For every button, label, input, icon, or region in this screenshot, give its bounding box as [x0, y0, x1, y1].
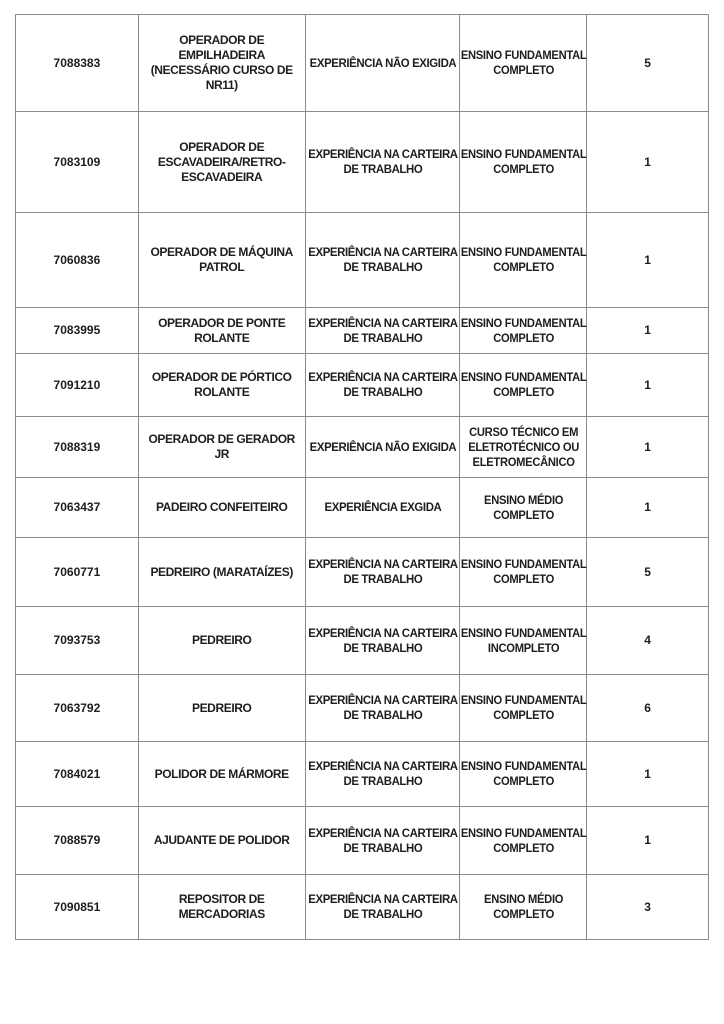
openings-count: 1	[644, 439, 651, 454]
vacancy-code: 7088383	[53, 55, 101, 70]
job-title-cell	[139, 742, 306, 807]
openings-count: 1	[644, 377, 651, 392]
job-title: OPERADOR DE GERADOR JR	[148, 432, 295, 461]
job-title-cell	[139, 807, 306, 875]
vacancy-code: 7093753	[53, 633, 101, 647]
openings-count: 3	[644, 899, 651, 914]
education-requirement: ENSINO FUNDAMENTAL COMPLETO	[460, 245, 587, 274]
education-requirement: CURSO TÉCNICO EM ELETROTÉCNICO OU ELETROMECÂNICO	[467, 424, 579, 469]
openings-count: 1	[644, 323, 651, 337]
openings-count: 5	[644, 55, 651, 70]
experience-requirement: EXPERIÊNCIA NA CARTEIRA DE TRABALHO	[307, 625, 458, 655]
job-title: OPERADOR DE ESCAVADEIRA/RETRO-ESCAVADEIRA	[157, 139, 286, 184]
openings-count: 4	[644, 633, 651, 647]
job-title: PEDREIRO	[191, 700, 252, 715]
vacancy-code-cell	[16, 742, 139, 807]
experience-requirement-cell	[306, 538, 461, 607]
job-title-cell	[139, 675, 306, 742]
education-requirement-cell	[460, 308, 587, 354]
education-requirement: ENSINO FUNDAMENTAL COMPLETO	[460, 147, 587, 176]
experience-requirement: EXPERIÊNCIA NÃO EXIGIDA	[309, 439, 456, 454]
education-requirement: ENSINO FUNDAMENTAL COMPLETO	[460, 693, 587, 722]
job-title-cell	[139, 213, 306, 308]
job-vacancies-table	[15, 14, 709, 940]
openings-count-cell	[587, 538, 709, 607]
job-title: OPERADOR DE PONTE ROLANTE	[158, 315, 286, 345]
vacancy-code: 7088579	[53, 833, 101, 847]
table-row	[16, 15, 709, 112]
openings-count: 1	[644, 252, 651, 267]
job-title-cell	[139, 607, 306, 675]
openings-count: 6	[644, 700, 651, 715]
experience-requirement-cell	[306, 354, 461, 417]
vacancy-code: 7088319	[53, 439, 101, 454]
education-requirement: ENSINO FUNDAMENTAL COMPLETO	[460, 370, 587, 399]
experience-requirement-cell	[306, 15, 461, 112]
experience-requirement: EXPERIÊNCIA NA CARTEIRA DE TRABALHO	[307, 147, 458, 176]
openings-count-cell	[587, 875, 709, 940]
experience-requirement: EXPERIÊNCIA NA CARTEIRA DE TRABALHO	[307, 315, 458, 345]
openings-count-cell	[587, 15, 709, 112]
job-title: REPOSITOR DE MERCADORIAS	[178, 892, 265, 921]
table-row	[16, 478, 709, 538]
openings-count: 5	[644, 564, 651, 579]
vacancy-code: 7060836	[53, 252, 101, 267]
table-row	[16, 112, 709, 213]
table-row	[16, 417, 709, 478]
experience-requirement: EXPERIÊNCIA NA CARTEIRA DE TRABALHO	[307, 759, 458, 788]
education-requirement-cell	[460, 742, 587, 807]
education-requirement: ENSINO MÉDIO COMPLETO	[483, 492, 563, 522]
vacancy-code-cell	[16, 354, 139, 417]
table-row	[16, 308, 709, 354]
vacancy-code-cell	[16, 807, 139, 875]
education-requirement-cell	[460, 607, 587, 675]
openings-count: 1	[644, 833, 651, 847]
education-requirement-cell	[460, 417, 587, 478]
vacancy-code: 7060771	[53, 564, 101, 579]
openings-count-cell	[587, 807, 709, 875]
job-title: PEDREIRO	[191, 633, 252, 647]
table-row	[16, 875, 709, 940]
job-title-cell	[139, 308, 306, 354]
education-requirement: ENSINO FUNDAMENTAL COMPLETO	[460, 315, 587, 345]
job-title: OPERADOR DE EMPILHADEIRA (NECESSÁRIO CURSO DE NR11)	[150, 33, 293, 92]
education-requirement: ENSINO FUNDAMENTAL COMPLETO	[460, 759, 587, 788]
experience-requirement-cell	[306, 675, 461, 742]
vacancy-code-cell	[16, 417, 139, 478]
vacancy-code: 7063792	[53, 700, 101, 715]
openings-count-cell	[587, 478, 709, 538]
education-requirement: ENSINO FUNDAMENTAL COMPLETO	[460, 557, 587, 586]
job-title-cell	[139, 538, 306, 607]
job-title: OPERADOR DE MÁQUINA PATROL	[150, 245, 293, 274]
vacancy-code: 7090851	[53, 899, 101, 914]
experience-requirement: EXPERIÊNCIA NA CARTEIRA DE TRABALHO	[307, 245, 458, 274]
job-title: OPERADOR DE PÓRTICO ROLANTE	[151, 370, 292, 399]
education-requirement-cell	[460, 112, 587, 213]
vacancy-code-cell	[16, 607, 139, 675]
experience-requirement: EXPERIÊNCIA EXGIDA	[324, 500, 441, 514]
education-requirement: ENSINO MÉDIO COMPLETO	[483, 892, 563, 921]
vacancy-code-cell	[16, 478, 139, 538]
vacancy-code-cell	[16, 538, 139, 607]
openings-count-cell	[587, 417, 709, 478]
vacancy-code-cell	[16, 308, 139, 354]
experience-requirement-cell	[306, 308, 461, 354]
job-title-cell	[139, 875, 306, 940]
experience-requirement: EXPERIÊNCIA NÃO EXIGIDA	[309, 55, 456, 70]
table-row	[16, 607, 709, 675]
table-row	[16, 354, 709, 417]
experience-requirement-cell	[306, 807, 461, 875]
job-title-cell	[139, 478, 306, 538]
experience-requirement-cell	[306, 742, 461, 807]
openings-count-cell	[587, 607, 709, 675]
vacancy-code: 7091210	[53, 377, 101, 392]
experience-requirement: EXPERIÊNCIA NA CARTEIRA DE TRABALHO	[307, 693, 458, 722]
education-requirement-cell	[460, 807, 587, 875]
education-requirement-cell	[460, 675, 587, 742]
openings-count: 1	[644, 154, 651, 169]
openings-count-cell	[587, 112, 709, 213]
experience-requirement-cell	[306, 875, 461, 940]
experience-requirement-cell	[306, 112, 461, 213]
education-requirement-cell	[460, 354, 587, 417]
table-row	[16, 742, 709, 807]
openings-count-cell	[587, 742, 709, 807]
experience-requirement: EXPERIÊNCIA NA CARTEIRA DE TRABALHO	[307, 892, 458, 921]
table-row	[16, 807, 709, 875]
job-title: AJUDANTE DE POLIDOR	[153, 833, 290, 847]
job-title-cell	[139, 354, 306, 417]
experience-requirement: EXPERIÊNCIA NA CARTEIRA DE TRABALHO	[307, 557, 458, 586]
experience-requirement-cell	[306, 213, 461, 308]
openings-count: 1	[644, 500, 651, 514]
education-requirement: ENSINO FUNDAMENTAL COMPLETO	[460, 825, 587, 855]
experience-requirement: EXPERIÊNCIA NA CARTEIRA DE TRABALHO	[307, 370, 458, 399]
vacancy-code: 7084021	[53, 766, 101, 781]
education-requirement-cell	[460, 15, 587, 112]
openings-count-cell	[587, 675, 709, 742]
vacancy-code-cell	[16, 875, 139, 940]
table-row	[16, 538, 709, 607]
education-requirement-cell	[460, 478, 587, 538]
job-title-cell	[139, 15, 306, 112]
education-requirement-cell	[460, 875, 587, 940]
vacancy-code: 7083109	[53, 154, 101, 169]
table-row	[16, 213, 709, 308]
job-title: POLIDOR DE MÁRMORE	[154, 766, 289, 781]
job-title: PADEIRO CONFEITEIRO	[155, 500, 288, 514]
vacancy-code-cell	[16, 675, 139, 742]
education-requirement-cell	[460, 213, 587, 308]
openings-count-cell	[587, 213, 709, 308]
experience-requirement-cell	[306, 607, 461, 675]
job-title-cell	[139, 112, 306, 213]
job-title-cell	[139, 417, 306, 478]
experience-requirement: EXPERIÊNCIA NA CARTEIRA DE TRABALHO	[307, 825, 458, 855]
experience-requirement-cell	[306, 417, 461, 478]
education-requirement-cell	[460, 538, 587, 607]
vacancy-code-cell	[16, 213, 139, 308]
vacancy-code: 7083995	[53, 323, 101, 337]
openings-count-cell	[587, 354, 709, 417]
openings-count: 1	[644, 766, 651, 781]
job-title: PEDREIRO (MARATAÍZES)	[150, 564, 293, 579]
education-requirement: ENSINO FUNDAMENTAL INCOMPLETO	[460, 625, 587, 655]
education-requirement: ENSINO FUNDAMENTAL COMPLETO	[460, 48, 587, 77]
table-row	[16, 675, 709, 742]
vacancy-code-cell	[16, 112, 139, 213]
openings-count-cell	[587, 308, 709, 354]
vacancy-code-cell	[16, 15, 139, 112]
experience-requirement-cell	[306, 478, 461, 538]
vacancy-code: 7063437	[53, 500, 101, 514]
